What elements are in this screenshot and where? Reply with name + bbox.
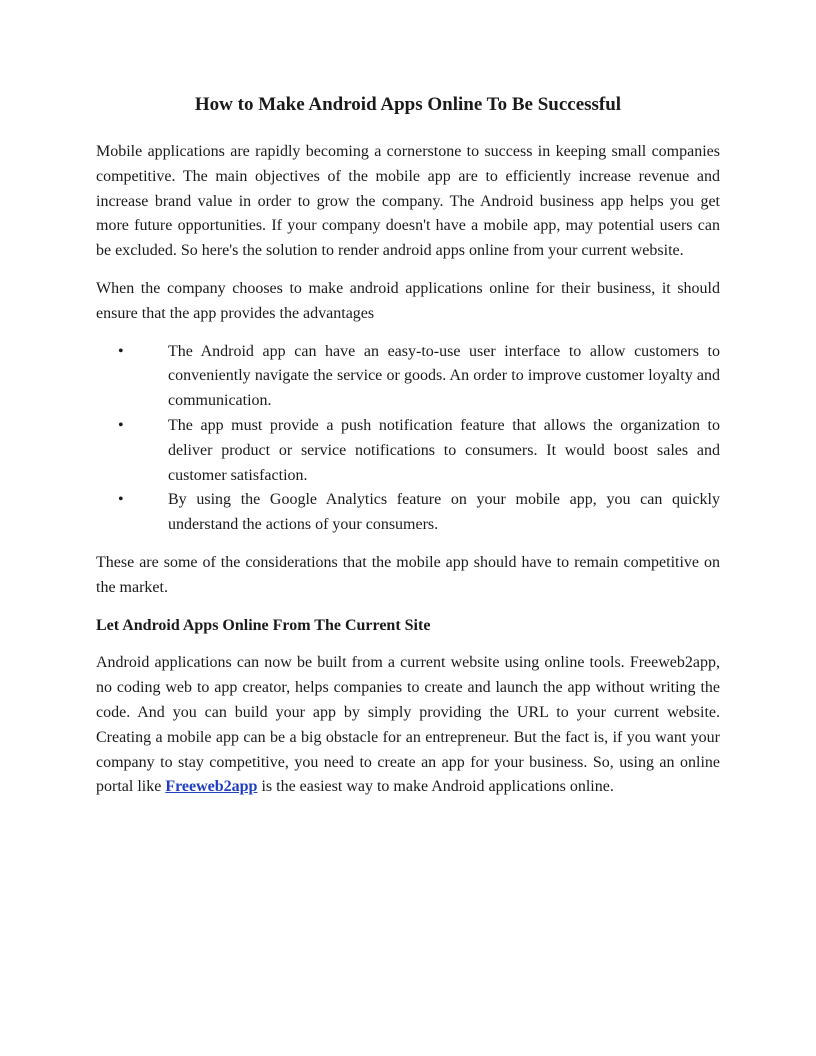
document-page [96, 92, 720, 813]
list-item-text: By using the Google Analytics feature on your mobile app, you can quickly understand the actions of your consumers. [168, 491, 720, 534]
considerations-paragraph: These are some of the considerations that the mobile app should have to remain competitive on the market. [96, 553, 720, 596]
section-paragraph [96, 651, 720, 800]
section-heading: Let Android Apps Online From The Current Site [96, 616, 431, 634]
list-item-text: The Android app can have an easy-to-use user interface to allow customers to conveniently navigate the service or goods. An order to improve customer loyalty and communication. [168, 342, 720, 410]
bullet-icon: • [118, 491, 124, 509]
list-item [96, 340, 720, 414]
bullet-icon: • [118, 342, 124, 360]
section-text-after-link: is the easiest way to make Android applications online. [257, 778, 614, 796]
advantages-list [96, 340, 720, 538]
section-text-before-link: Android applications can now be built from a current website using online tools. Freeweb2app, no coding web to app creator, helps companies to create and launch the app without writing the code. And you can build your app by simply providing the URL to your current website. Creating a mobile app can be a big obstacle for an entrepreneur. But the fact is, if you want your company to stay competitive, you need to create an app for your business. So, using an online portal like [96, 654, 720, 796]
list-item [96, 488, 720, 538]
document-title: How to Make Android Apps Online To Be Successful [194, 94, 622, 115]
list-item-text: The app must provide a push notification feature that allows the organization to deliver product or service notifications to consumers. It would boost sales and customer satisfaction. [168, 416, 720, 484]
intro-paragraph: Mobile applications are rapidly becoming a cornerstone to success in keeping small companies competitive. The main objectives of the mobile app are to efficiently increase revenue and increase brand value in order to grow the company. The Android business app helps you get more future opportunities. If your company doesn't have a mobile app, may potential users can be excluded. So here's the solution to render android apps online from your current website. [96, 143, 720, 260]
list-item [96, 414, 720, 488]
bullet-icon: • [118, 416, 124, 434]
freeweb2app-link[interactable]: Freeweb2app [165, 778, 258, 796]
advantages-intro-paragraph: When the company chooses to make android applications online for their business, it should ensure that the app provides the advantages [96, 279, 720, 322]
